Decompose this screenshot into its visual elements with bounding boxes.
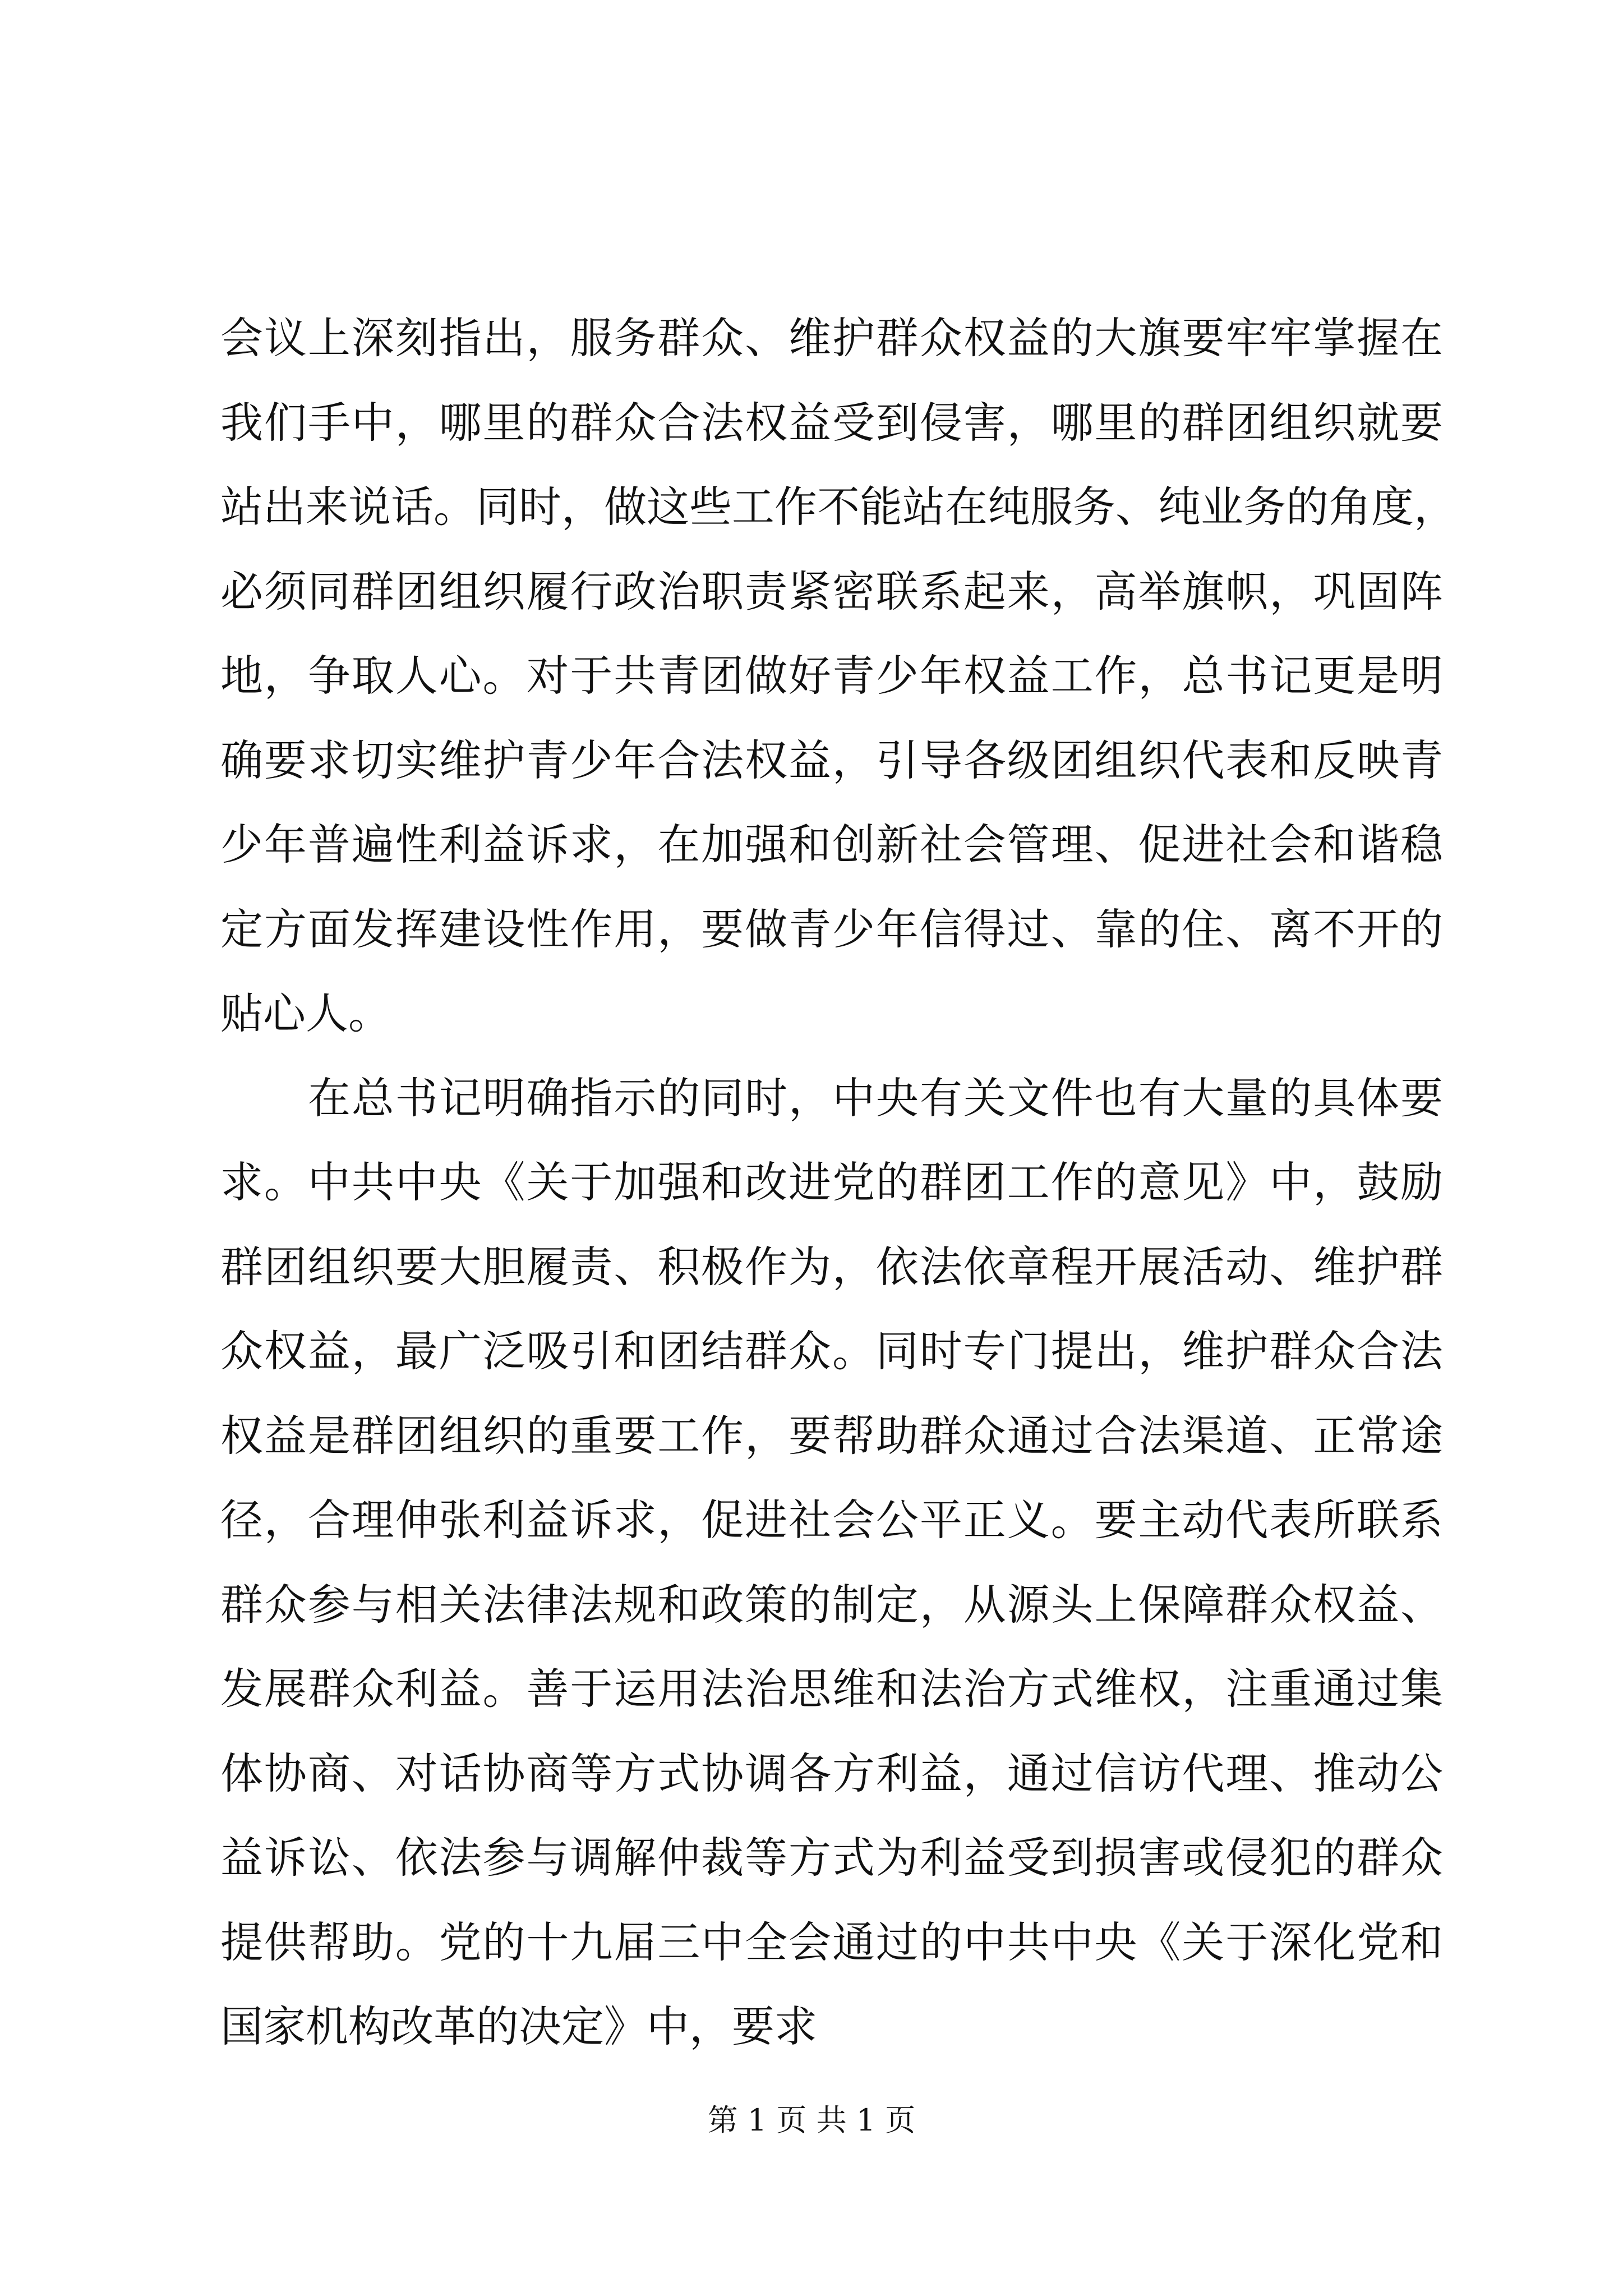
text-line: 贴心人。: [220, 988, 391, 1038]
page-footer: 第 1 页 共 1 页: [707, 2102, 916, 2138]
text-line: 在总书记明确指示的同时，中央有关文件也有大量的具体要: [220, 1073, 1443, 1123]
text-line: 会议上深刻指出，服务群众、维护群众权益的大旗要牢牢掌握在: [220, 313, 1443, 363]
text-line: 我们手中，哪里的群众合法权益受到侵害，哪里的群团组织就要: [220, 397, 1443, 448]
text-line: 群众参与相关法律法规和政策的制定，从源头上保障群众权益、: [220, 1579, 1443, 1630]
text-line: 体协商、对话协商等方式协调各方利益，通过信访代理、推动公: [220, 1748, 1443, 1798]
text-line: 必须同群团组织履行政治职责紧密联系起来，高举旗帜，巩固阵: [220, 566, 1443, 616]
text-line: 发展群众利益。善于运用法治思维和法治方式维权，注重通过集: [220, 1664, 1443, 1714]
text-line: 站出来说话。同时，做这些工作不能站在纯服务、纯业务的角度，: [220, 482, 1456, 532]
text-line: 少年普遍性利益诉求，在加强和创新社会管理、促进社会和谐稳: [220, 820, 1443, 869]
text-line: 径，合理伸张利益诉求，促进社会公平正义。要主动代表所联系: [220, 1495, 1443, 1545]
text-line: 权益是群团组织的重要工作，要帮助群众通过合法渠道、正常途: [220, 1410, 1443, 1461]
text-line: 群团组织要大胆履责、积极作为，依法依章程开展活动、维护群: [220, 1241, 1443, 1292]
text-line: 众权益，最广泛吸引和团结群众。同时专门提出，维护群众合法: [220, 1326, 1443, 1376]
text-line: 提供帮助。党的十九届三中全会通过的中共中央《关于深化党和: [220, 1917, 1443, 1967]
text-line: 定方面发挥建设性作用，要做青少年信得过、靠的住、离不开的: [220, 904, 1443, 954]
text-line: 求。中共中央《关于加强和改进党的群团工作的意见》中，鼓励: [220, 1157, 1443, 1207]
text-line: 国家机构改革的决定》中，要求: [220, 2001, 817, 2051]
body-text: [220, 296, 1456, 2069]
text-line: 地，争取人心。对于共青团做好青少年权益工作，总书记更是明: [220, 651, 1443, 701]
text-line: 益诉讼、依法参与调解仲裁等方式为利益受到损害或侵犯的群众: [220, 1833, 1443, 1883]
text-line: 确要求切实维护青少年合法权益，引导各级团组织代表和反映青: [220, 735, 1443, 785]
